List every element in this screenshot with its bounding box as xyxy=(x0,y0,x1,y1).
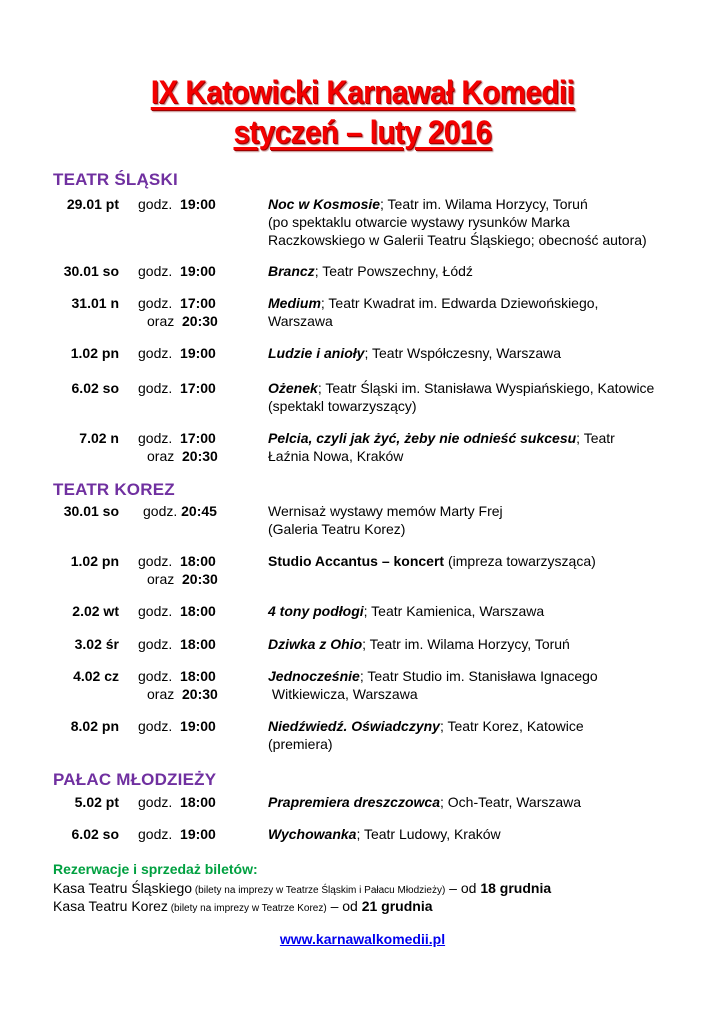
event-date: 29.01 pt xyxy=(66,196,119,212)
event-description: Dziwka z Ohio; Teatr im. Wilama Horzycy, Toruń xyxy=(268,636,570,652)
event-date: 5.02 pt xyxy=(74,794,119,810)
event-title: Ludzie i anioły xyxy=(268,345,365,361)
event-description: Niedźwiedź. Oświadczyny; Teatr Korez, Katowice (premiera) xyxy=(268,718,584,752)
event-date: 4.02 cz xyxy=(73,668,119,684)
event-description: Medium; Teatr Kwadrat im. Edwarda Dziewońskiego, Warszawa xyxy=(268,295,599,329)
event-description: Brancz; Teatr Powszechny, Łódź xyxy=(268,263,473,279)
event-time: godz. 19:00 xyxy=(138,826,216,842)
event-description: Ludzie i anioły; Teatr Współczesny, Warszawa xyxy=(268,345,562,361)
event-time: godz. 20:45 xyxy=(143,503,217,519)
event-time: godz. 18:00 xyxy=(138,603,216,619)
event-date: 6.02 so xyxy=(71,380,119,396)
event-description: Studio Accantus – koncert (impreza towarzysząca) xyxy=(268,553,596,569)
event-time: godz. 19:00 xyxy=(138,196,216,212)
event-title: Pelcia, czyli jak żyć, żeby nie odnieść sukcesu xyxy=(268,430,577,446)
event-description: Prapremiera dreszczowca; Och-Teatr, Warszawa xyxy=(268,794,582,810)
reservation-line: Kasa Teatru Śląskiego (bilety na imprezy w Teatrze Śląskim i Pałacu Młodzieży) – od 18 grudnia xyxy=(53,880,552,896)
event-time: godz. 19:00 xyxy=(138,263,216,279)
event-description: Wychowanka; Teatr Ludowy, Kraków xyxy=(268,826,501,842)
event-description: Ożenek; Teatr Śląski im. Stanisława Wyspiańskiego, Katowice (spektakl towarzyszący) xyxy=(268,380,655,414)
event-time: godz. 18:00 xyxy=(138,794,216,810)
event-description: Jednocześnie; Teatr Studio im. Stanisława Ignacego Witkiewicza, Warszawa xyxy=(268,668,598,702)
event-title: Dziwka z Ohio xyxy=(268,636,363,652)
event-date: 30.01 so xyxy=(63,263,119,279)
section-heading-teatr-korez: TEATR KOREZ xyxy=(53,480,175,499)
event-date: 7.02 n xyxy=(79,430,119,446)
event-title: Noc w Kosmosie xyxy=(268,196,381,212)
website-link[interactable]: www.karnawalkomedii.pl xyxy=(279,931,446,947)
section-heading-palac-mlodziezy: PAŁAC MŁODZIEŻY xyxy=(53,770,217,789)
event-description: 4 tony podłogi; Teatr Kamienica, Warszawa xyxy=(268,603,545,619)
event-time: godz. 19:00 xyxy=(138,345,216,361)
event-date: 8.02 pn xyxy=(70,718,119,734)
event-time: godz. 17:00 xyxy=(138,380,216,396)
event-time: godz. 17:00 oraz 20:30 xyxy=(138,430,218,464)
event-time: godz. 18:00 oraz 20:30 xyxy=(138,553,218,587)
event-title: Prapremiera dreszczowca xyxy=(268,794,440,810)
section-heading-teatr-slaski: TEATR ŚLĄSKI xyxy=(53,170,178,189)
event-title: Ożenek xyxy=(268,380,318,396)
page-title: IX Katowicki Karnawał Komedii xyxy=(150,74,575,110)
event-time: godz. 18:00 xyxy=(138,636,216,652)
event-date: 2.02 wt xyxy=(72,603,119,619)
event-description: Noc w Kosmosie; Teatr im. Wilama Horzycy, Toruń (po spektaklu otwarcie wystawy rysunków Marka Raczkowskiego w Galerii Teatru Śląskiego; obecność autora) xyxy=(268,196,647,248)
event-title: Brancz xyxy=(268,263,315,279)
page-subtitle: styczeń – luty 2016 xyxy=(233,114,492,150)
event-description: Wernisaż wystawy memów Marty Frej (Galeria Teatru Korez) xyxy=(268,503,503,537)
reservation-heading: Rezerwacje i sprzedaż biletów: xyxy=(53,861,258,877)
event-title: 4 tony podłogi xyxy=(268,603,364,619)
event-date: 30.01 so xyxy=(63,503,119,519)
event-title: Studio Accantus – koncert xyxy=(268,553,445,569)
event-time: godz. 18:00 oraz 20:30 xyxy=(138,668,218,702)
event-date: 31.01 n xyxy=(71,295,119,311)
event-date: 1.02 pn xyxy=(70,553,119,569)
event-title: Medium xyxy=(268,295,321,311)
event-time: godz. 19:00 xyxy=(138,718,216,734)
event-title: Niedźwiedź. Oświadczyny xyxy=(268,718,440,734)
event-date: 1.02 pn xyxy=(70,345,119,361)
event-title: Wychowanka xyxy=(268,826,357,842)
event-title: Jednocześnie xyxy=(268,668,360,684)
event-time: godz. 17:00 oraz 20:30 xyxy=(138,295,218,329)
event-date: 6.02 so xyxy=(71,826,119,842)
reservation-line: Kasa Teatru Korez (bilety na imprezy w Teatrze Korez) – od 21 grudnia xyxy=(53,898,433,914)
event-description: Pelcia, czyli jak żyć, żeby nie odnieść sukcesu; Teatr Łaźnia Nowa, Kraków xyxy=(268,430,615,464)
event-date: 3.02 śr xyxy=(74,636,119,652)
